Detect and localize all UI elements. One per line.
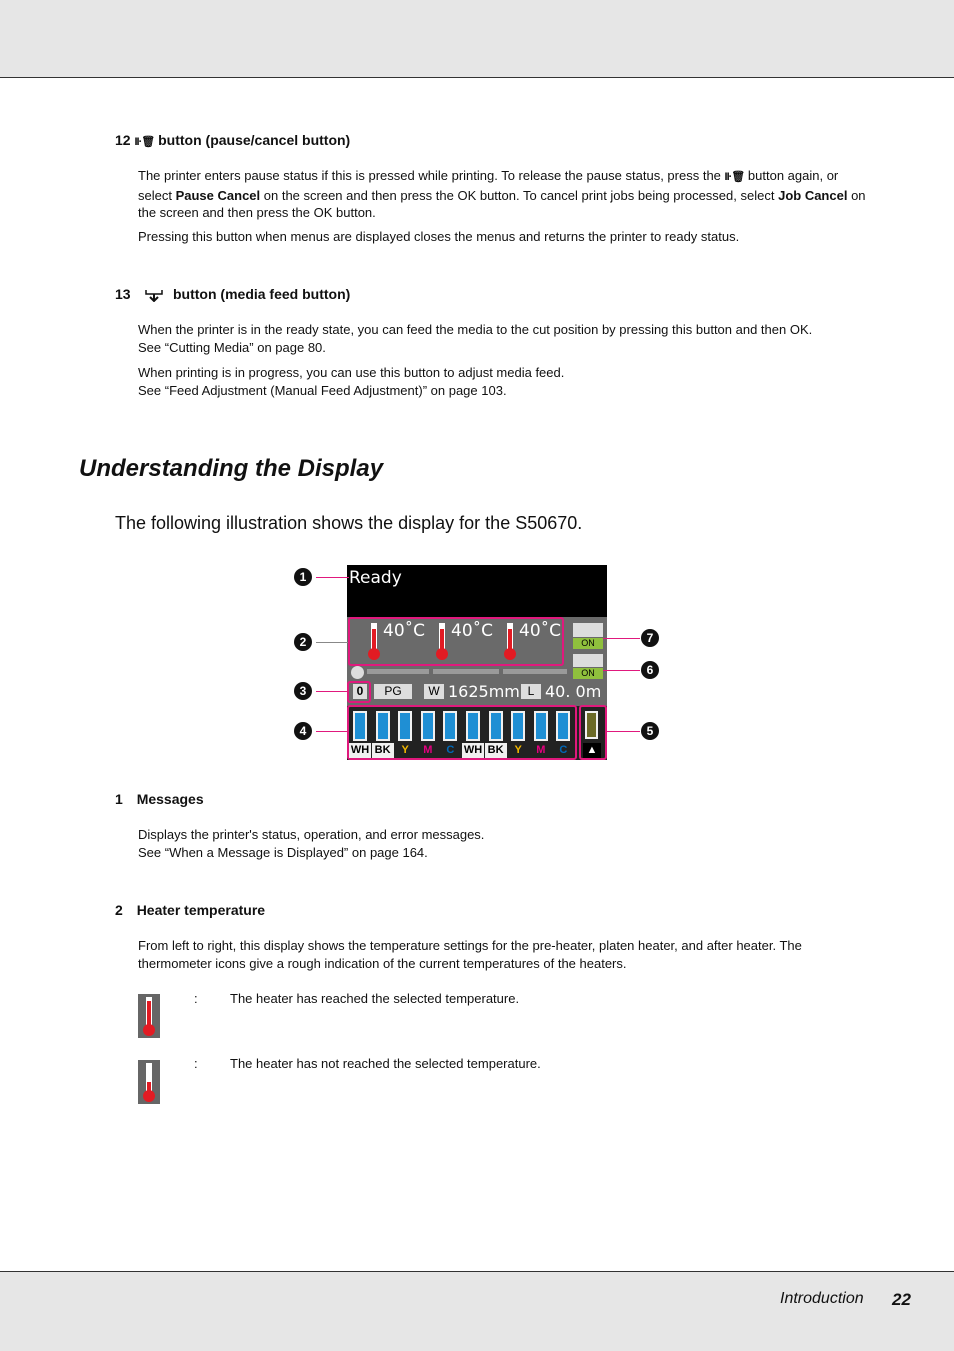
pause-cancel-icon: II·🗑 [724, 171, 745, 183]
item-2-description [138, 937, 802, 972]
section-12-paragraph-2: Pressing this button when menus are displayed closes the menus and returns the printer to ready status. [138, 229, 740, 244]
callout-leader [603, 670, 640, 671]
callout-leader [316, 642, 348, 643]
ink-cartridge-level [421, 711, 435, 741]
width-label: W [424, 684, 444, 699]
thermometer-icon [503, 623, 517, 661]
message-area [347, 565, 607, 617]
ink-label: WH [463, 744, 483, 756]
item-1-heading [115, 791, 204, 807]
section-13-paragraph-1 [138, 321, 812, 356]
text: on [851, 187, 866, 203]
footer-band [0, 1271, 954, 1351]
cross-reference: See “Cutting Media” on page 80. [138, 339, 326, 355]
media-width-value: 1625mm [448, 682, 520, 701]
cross-reference: See “Feed Adjustment (Manual Feed Adjustment)” on page 103. [138, 382, 507, 398]
text: When printing is in progress, you can use this button to adjust media feed. [138, 365, 565, 380]
takeup-status: ON [573, 668, 603, 679]
callout-5: 5 [641, 722, 659, 740]
section-number: 12 [115, 132, 131, 148]
lead-paragraph: The following illustration shows the display for the S50670. [115, 513, 583, 533]
text: the screen and then press the OK button. [138, 205, 376, 220]
pause-cancel-term: Pause Cancel [175, 187, 261, 203]
callout-6: 6 [641, 661, 659, 679]
job-cancel-term: Job Cancel [778, 187, 848, 203]
media-feed-icon [145, 288, 163, 302]
ink-label: C [439, 743, 461, 758]
item-1-description [138, 826, 484, 861]
ink-cartridge-level [443, 711, 457, 741]
media-length-value: 40. 0m [545, 682, 602, 701]
ink-label: Y [394, 743, 416, 758]
takeup-icon [573, 654, 603, 667]
media-number: 0 [353, 684, 367, 699]
section-title-understanding-display: Understanding the Display [79, 455, 384, 482]
item-number: 1 [115, 791, 123, 807]
text: on the screen and then press the OK button. To cancel print jobs being processed, select [263, 187, 775, 203]
item-2-heading [115, 902, 265, 918]
header-band [0, 0, 954, 78]
legend-separator: : [194, 991, 198, 1006]
text: button again, or [747, 168, 839, 183]
section-13-paragraph-2 [138, 364, 564, 399]
thermometer-full-icon [138, 994, 160, 1038]
status-message: Ready [349, 568, 402, 588]
item-title: Heater temperature [136, 902, 266, 918]
fan-icon [573, 623, 603, 637]
callout-1: 1 [294, 568, 312, 586]
section-13-heading [115, 286, 131, 302]
section-12-heading [115, 132, 350, 148]
pre-heater-temp: 40˚C [383, 621, 426, 641]
pg-label: PG [374, 684, 412, 699]
text: When the printer is in the ready state, you can feed the media to the cut position by pressing this button and then OK. [138, 322, 813, 337]
ink-label: Y [507, 743, 529, 758]
item-title: Messages [136, 791, 204, 807]
thermometer-partial-icon [138, 1060, 160, 1104]
legend-not-reached: The heater has not reached the selected temperature. [230, 1056, 541, 1071]
callout-leader [316, 691, 347, 692]
text: The printer enters pause status if this is pressed while printing. To release the pause status, press the [138, 168, 721, 183]
ink-cartridge-level [511, 711, 525, 741]
text: From left to right, this display shows the temperature settings for the pre-heater, platen heater, and after heater. The [138, 938, 802, 953]
ink-label: M [530, 743, 552, 758]
page-number: 22 [892, 1290, 911, 1309]
callout-3: 3 [294, 682, 312, 700]
media-bar-segment [503, 669, 567, 674]
callout-leader [607, 731, 640, 732]
platen-heater-temp: 40˚C [451, 621, 494, 641]
ink-cartridge-level [489, 711, 503, 741]
media-bar-segment [433, 669, 499, 674]
waste-ink-drop-icon: ▲ [583, 743, 601, 758]
footer-section-label: Introduction [780, 1290, 864, 1307]
callout-4: 4 [294, 722, 312, 740]
ink-label: M [417, 743, 439, 758]
item-number: 2 [115, 902, 123, 918]
ink-cartridge-level [556, 711, 570, 741]
after-heater-temp: 40˚C [519, 621, 562, 641]
media-bar-segment [367, 669, 429, 674]
section-number: 13 [115, 286, 131, 302]
cross-reference: See “When a Message is Displayed” on page 164. [138, 844, 428, 860]
ink-label: WH [350, 744, 370, 756]
legend-reached: The heater has reached the selected temperature. [230, 991, 520, 1006]
fan-status: ON [573, 638, 603, 649]
ink-label: C [552, 743, 574, 758]
ink-cartridge-level [353, 711, 367, 741]
callout-leader [316, 577, 349, 578]
ink-cartridge-level [534, 711, 548, 741]
waste-ink-bar [585, 711, 598, 739]
section-12-paragraph-1 [138, 167, 898, 222]
ink-cartridge-level [376, 711, 390, 741]
callout-7: 7 [641, 629, 659, 647]
section-title: button (pause/cancel button) [158, 132, 351, 148]
text: Displays the printer's status, operation, and error messages. [138, 827, 485, 842]
ink-cartridge-level [466, 711, 480, 741]
text: select [138, 187, 172, 203]
callout-leader [316, 731, 348, 732]
section-13-title: button (media feed button) [173, 286, 351, 302]
callout-leader [603, 638, 640, 639]
pause-cancel-icon: II·🗑 [134, 136, 155, 148]
length-label: L [521, 684, 541, 699]
lcd-display-illustration [347, 565, 607, 760]
media-indicator-icon [351, 666, 364, 679]
ink-label: BK [372, 743, 394, 758]
callout-2: 2 [294, 633, 312, 651]
ink-cartridge-level [398, 711, 412, 741]
text: thermometer icons give a rough indication of the current temperatures of the heaters. [138, 955, 627, 971]
thermometer-icon [435, 623, 449, 661]
ink-label: BK [485, 743, 507, 758]
legend-separator: : [194, 1056, 198, 1071]
thermometer-icon [367, 623, 381, 661]
